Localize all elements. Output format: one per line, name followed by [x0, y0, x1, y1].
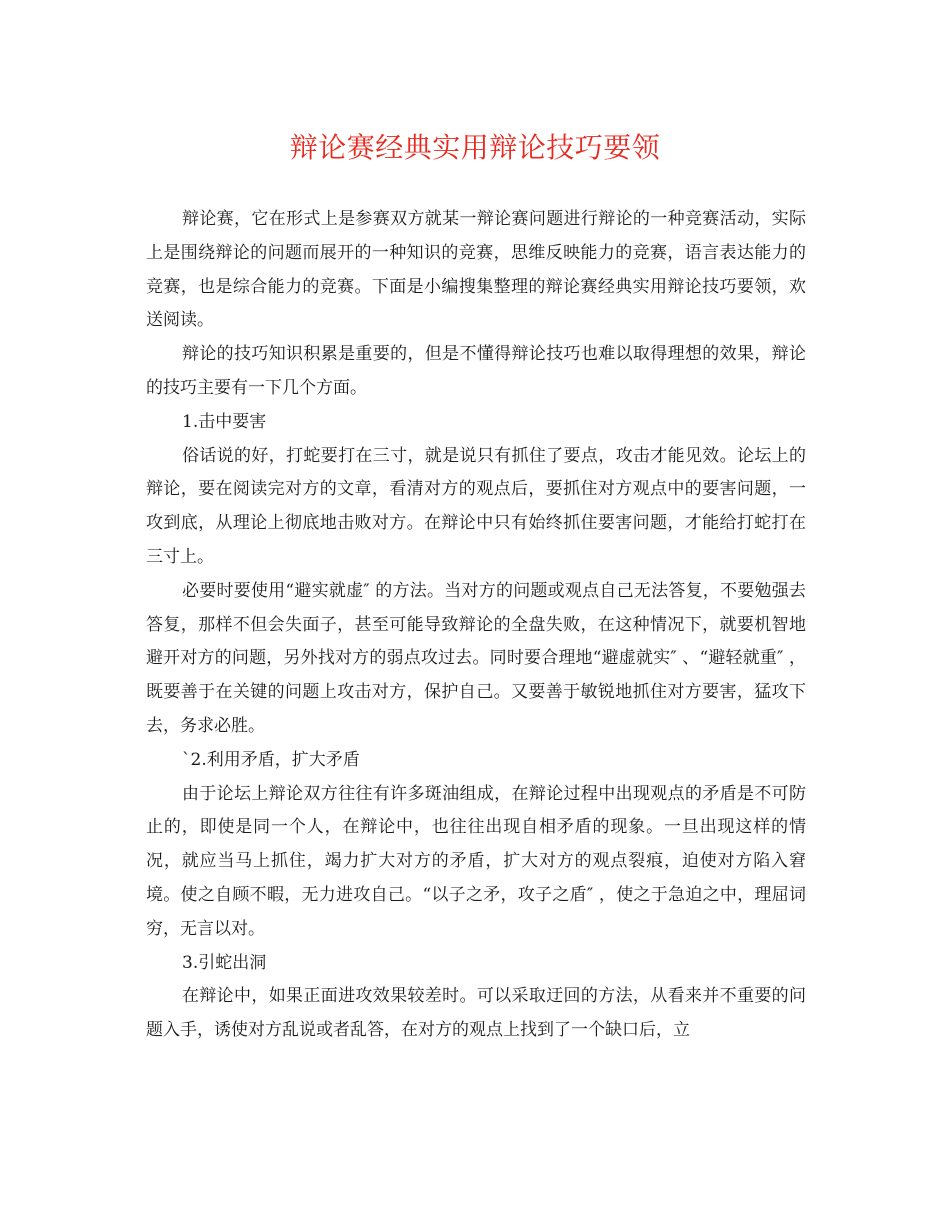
section-heading-3: 3.引蛇出洞	[182, 952, 267, 973]
section-heading-2: `2.利用矛盾，扩大矛盾	[182, 749, 360, 770]
paragraph-section-2: 由于论坛上辩论双方往往有许多斑油组成，在辩论过程中出现观点的矛盾是不可防止的，即使是同一个人，在辩论中，也往往出现自相矛盾的现象。一旦出现这样的情况，就应当马上抓住，竭力扩大对方的矛盾，扩大对方的观点裂痕，迫使对方陷入窘境。使之自顾不暇，无力进攻自己。“以子之矛，攻子之盾″ ，使之于急迫之中，理屈词穷，无言以对。	[146, 783, 806, 939]
paragraph-section-1: 俗话说的好，打蛇要打在三寸，就是说只有抓住了要点，攻击才能见效。论坛上的辩论，要在阅读完对方的文章，看清对方的观点后，要抓住对方观点中的要害问题，一攻到底，从理论上彻底地击败对方。在辩论中只有始终抓住要害问题，才能给打蛇打在三寸上。	[146, 445, 806, 567]
section-heading-1: 1.击中要害	[182, 411, 267, 432]
paragraph-section-1-cont: 必要时要使用“避实就虚″ 的方法。当对方的问题或观点自己无法答复，不要勉强去答复，那样不但会失面子，甚至可能导致辩论的全盘失败，在这种情况下，就要机智地避开对方的问题，另外找对方的弱点攻过去。同时要合理地“避虚就实″ 、“避轻就重″ ，既要善于在关键的问题上攻击对方，保护自己。又要善于敏锐地抓住对方要害，猛攻下去，务求必胜。	[146, 580, 806, 736]
paragraph-overview: 辩论的技巧知识积累是重要的，但是不懂得辩论技巧也难以取得理想的效果，辩论的技巧主要有一下几个方面。	[146, 344, 806, 398]
document-body	[146, 203, 806, 1048]
paragraph-section-3: 在辩论中，如果正面进攻效果较差时。可以采取迂回的方法，从看来并不重要的问题入手，诱使对方乱说或者乱答，在对方的观点上找到了一个缺口后，立	[146, 986, 806, 1041]
document-title: 辩论赛经典实用辩论技巧要领	[289, 131, 661, 164]
paragraph-intro: 辩论赛，它在形式上是参赛双方就某一辩论赛问题进行辩论的一种竞赛活动，实际上是围绕辩论的问题而展开的一种知识的竞赛，思维反映能力的竞赛，语言表达能力的竞赛，也是综合能力的竞赛。下面是小编搜集整理的辩论赛经典实用辩论技巧要领，欢送阅读。	[146, 209, 806, 331]
